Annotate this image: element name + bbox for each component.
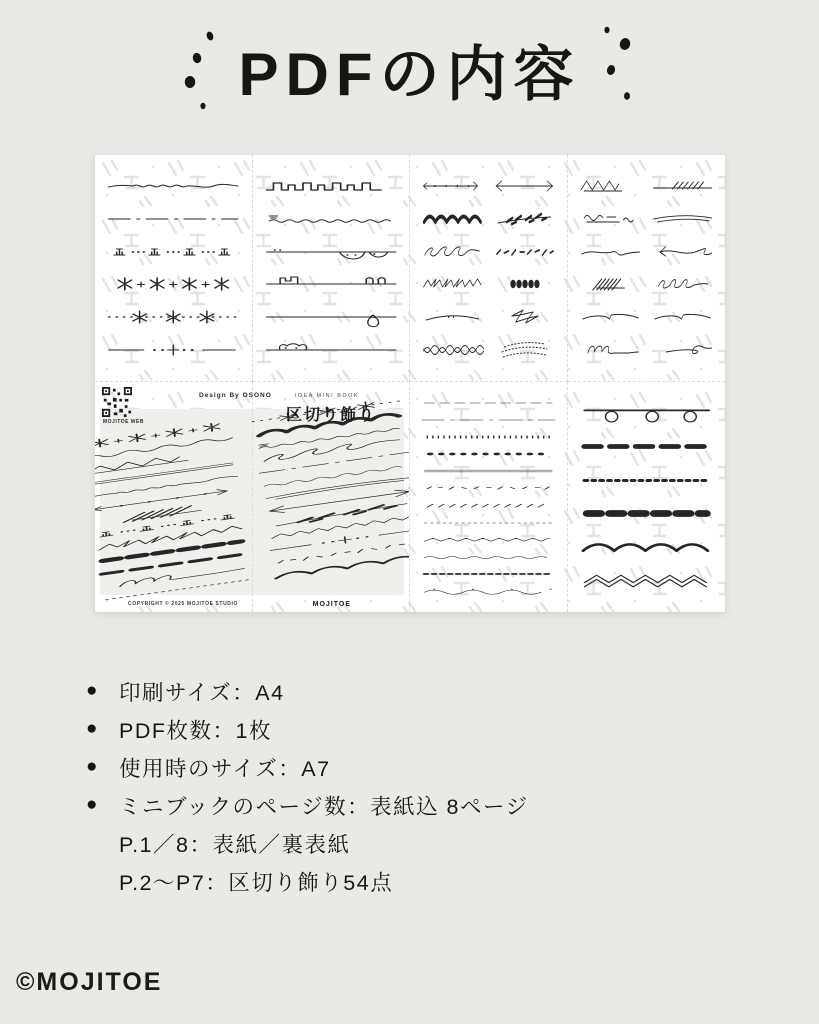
divider-sample-bolt xyxy=(493,307,556,327)
divider-row xyxy=(421,242,556,262)
spec-text: 印刷サイズ：A4 xyxy=(119,680,285,705)
divider-sample-s2 xyxy=(651,209,714,229)
divider-row xyxy=(579,176,715,196)
divider-sample-st xyxy=(106,274,241,294)
title-block xyxy=(0,22,819,118)
divider-row xyxy=(579,503,715,524)
divider-sample-lp xyxy=(106,176,241,196)
divider-row xyxy=(419,448,558,460)
divider-row xyxy=(579,403,715,424)
pdf-panel-dividers-4 xyxy=(568,155,726,382)
divider-sample-lv xyxy=(493,209,556,229)
fold-line xyxy=(252,382,253,612)
divider-sample-hd xyxy=(579,274,642,294)
brand-logo: MOJITOE xyxy=(312,601,351,608)
pdf-panel-dividers-bold xyxy=(568,382,726,612)
divider-row xyxy=(579,470,715,491)
divider-sample-wt xyxy=(419,551,558,563)
divider-row xyxy=(264,242,399,262)
pdf-panel-dividers-2 xyxy=(253,155,411,382)
divider-sample-el xyxy=(651,340,714,360)
divider-row xyxy=(579,570,715,591)
divider-row xyxy=(419,568,558,580)
divider-sample-sbo xyxy=(579,536,715,557)
divider-sample-ar xyxy=(421,176,484,196)
divider-row xyxy=(106,209,241,229)
divider-sample-cr xyxy=(419,448,558,460)
spec-item xyxy=(86,710,746,748)
divider-sample-dd xyxy=(106,209,241,229)
divider-sample-ll xyxy=(579,242,642,262)
divider-row xyxy=(579,209,715,229)
divider-sample-dp xyxy=(106,340,241,360)
divider-sample-dd xyxy=(419,414,558,426)
divider-row xyxy=(579,242,715,262)
bullet-marker: ● xyxy=(86,794,98,815)
qr-code xyxy=(102,387,132,417)
divider-sample-lbal xyxy=(264,307,399,327)
divider-sample-oc xyxy=(579,503,715,524)
page-title: PDFの内容 xyxy=(238,41,581,108)
spec-item xyxy=(86,786,746,824)
divider-sample-zd xyxy=(579,570,715,591)
divider-sample-lights xyxy=(579,403,715,424)
divider-sample-zz xyxy=(579,176,642,196)
divider-sample-sl xyxy=(421,242,484,262)
decorative-dots-left xyxy=(179,22,225,118)
divider-row xyxy=(419,482,558,494)
pdf-panel-dividers-1 xyxy=(95,155,253,382)
spec-item xyxy=(86,672,746,710)
divider-row xyxy=(106,242,241,262)
divider-row xyxy=(106,307,241,327)
divider-sample-sw xyxy=(264,176,399,196)
divider-sample-da xyxy=(493,176,556,196)
spec-item xyxy=(86,824,746,862)
divider-row xyxy=(579,274,715,294)
spec-text: ミニブックのページ数：表紙込 8ページ xyxy=(119,794,529,819)
divider-row xyxy=(419,500,558,512)
divider-sample-sc xyxy=(419,482,558,494)
spec-list xyxy=(86,672,746,900)
divider-sample-ad xyxy=(421,307,484,327)
divider-sample-dl xyxy=(419,465,558,477)
spec-item xyxy=(86,748,746,786)
divider-row xyxy=(579,307,715,327)
bullet-marker: ● xyxy=(86,718,98,739)
divider-row xyxy=(579,436,715,457)
divider-row xyxy=(421,209,556,229)
copyright-text: COPYRIGHT © 2025 MOJITOE STUDIO xyxy=(128,601,238,607)
decorative-dots-right xyxy=(595,22,641,118)
divider-sample-lbone xyxy=(264,340,399,360)
divider-row xyxy=(421,307,556,327)
divider-row xyxy=(264,274,399,294)
divider-sample-dsc xyxy=(419,585,558,597)
divider-row xyxy=(579,340,715,360)
divider-row xyxy=(579,536,715,557)
divider-sample-br xyxy=(421,340,484,360)
divider-sample-td xyxy=(419,397,558,409)
cover-title: 区切り飾り xyxy=(286,407,377,424)
divider-row xyxy=(421,340,556,360)
divider-sample-ls xyxy=(264,274,399,294)
qr-label: MOJITOE WEB xyxy=(103,419,144,425)
divider-row xyxy=(419,517,558,529)
divider-row xyxy=(264,340,399,360)
divider-sample-ch xyxy=(651,176,714,196)
divider-sample-zs xyxy=(419,534,558,546)
divider-row xyxy=(264,209,399,229)
pdf-panel-dividers-thin xyxy=(410,382,568,612)
sheet-grid xyxy=(95,155,725,612)
divider-sample-lb xyxy=(264,242,399,262)
brand-credit: ©MOJITOE xyxy=(16,968,163,996)
divider-sample-al xyxy=(651,242,714,262)
divider-sample-mt xyxy=(106,242,241,262)
divider-sample-an xyxy=(651,307,714,327)
divider-sample-bw xyxy=(421,209,484,229)
divider-row xyxy=(419,585,558,597)
bullet-marker: ● xyxy=(86,756,98,777)
divider-sample-tk xyxy=(419,431,558,443)
divider-sample-l3 xyxy=(651,274,714,294)
spec-text: P.2〜P7：区切り飾り54点 xyxy=(119,870,394,895)
divider-sample-fd xyxy=(419,517,558,529)
divider-row xyxy=(419,431,558,443)
pdf-panel-dividers-3 xyxy=(410,155,568,382)
divider-sample-ry xyxy=(493,340,556,360)
divider-row xyxy=(106,176,241,196)
divider-row xyxy=(419,534,558,546)
divider-sample-sd xyxy=(106,307,241,327)
divider-sample-bd xyxy=(579,436,715,457)
designer-credit: Design By OSONO xyxy=(199,392,272,399)
mini-book-label: IDEA MINI BOOK xyxy=(295,393,360,399)
spec-item xyxy=(86,862,746,900)
divider-row xyxy=(419,397,558,409)
divider-row xyxy=(264,176,399,196)
divider-sample-rp xyxy=(264,209,399,229)
divider-sample-ms xyxy=(579,340,642,360)
divider-sample-wu xyxy=(579,209,642,229)
divider-row xyxy=(419,465,558,477)
divider-sample-b5 xyxy=(493,274,556,294)
cover-spread xyxy=(95,382,410,612)
divider-sample-fb xyxy=(579,470,715,491)
divider-row xyxy=(264,307,399,327)
divider-sample-sr xyxy=(419,500,558,512)
bullet-marker: ● xyxy=(86,680,98,701)
divider-row xyxy=(419,551,558,563)
divider-sample-an xyxy=(579,307,642,327)
spec-text: P.1／8：表紙／裏表紙 xyxy=(119,832,351,857)
divider-row xyxy=(106,340,241,360)
divider-row xyxy=(421,176,556,196)
divider-row xyxy=(106,274,241,294)
divider-sample-fb xyxy=(419,568,558,580)
divider-sample-dm xyxy=(493,242,556,262)
pdf-preview-sheet xyxy=(95,155,725,612)
divider-row xyxy=(419,414,558,426)
spec-text: PDF枚数：1枚 xyxy=(119,718,272,743)
divider-row xyxy=(421,274,556,294)
spec-text: 使用時のサイズ：A7 xyxy=(119,756,331,781)
divider-sample-sb xyxy=(421,274,484,294)
